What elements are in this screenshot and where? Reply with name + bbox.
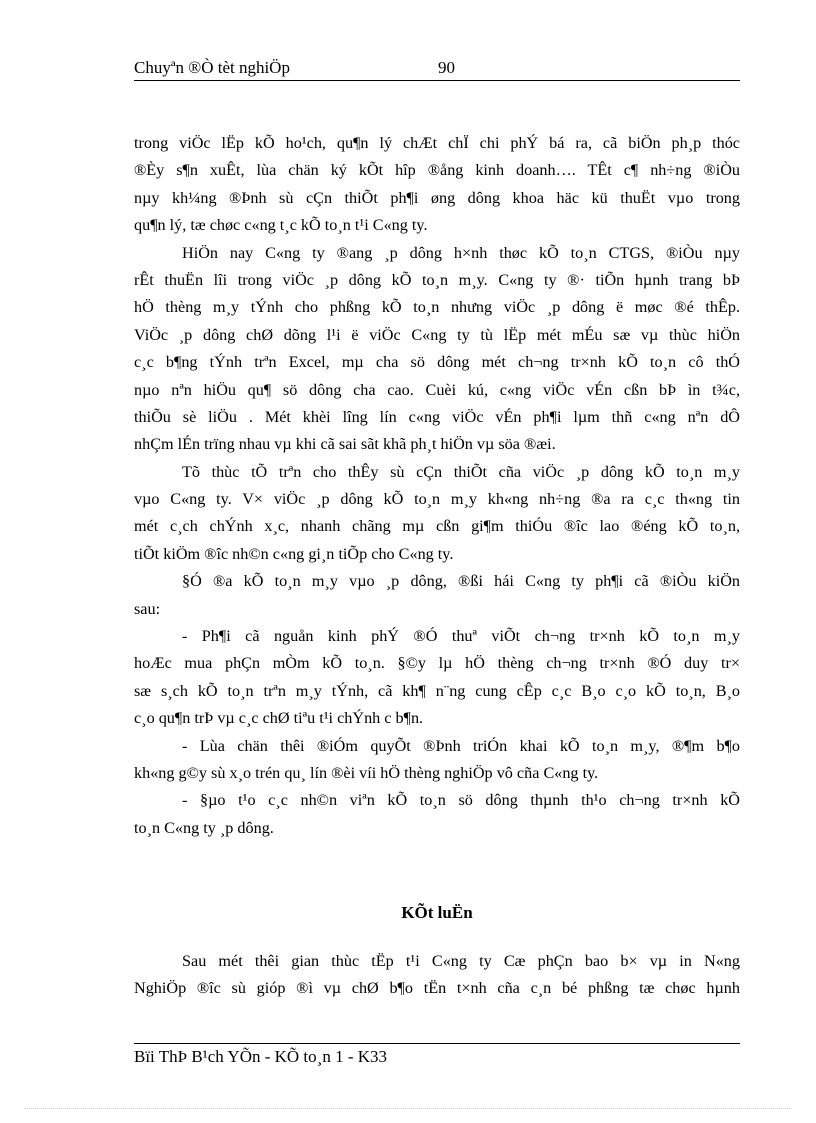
document-title: Chuyªn ®Ò tèt nghiÖp <box>134 58 290 77</box>
text-line: nµo nªn hiÖu qu¶ sö dông cha cao. Cuèi kú, c«ng viÖc vÉn cßn bÞ ìn t¾c, <box>134 380 740 399</box>
text-line: mét c¸ch chÝnh x¸c, nhanh chãng mµ cßn gi¶m thiÓu ®îc lao ®éng kÕ to¸n, <box>134 517 740 536</box>
text-line: kh«ng g©y sù x¸o trén qu¸ lín ®èi víi hÖ thèng nghiÖp vô cña C«ng ty. <box>134 763 599 782</box>
paragraph-start-line: §Ó ®a kÕ to¸n m¸y vµo ¸p dông, ®ßi hái C«ng ty ph¶i cã ®iÒu kiÖn <box>182 572 740 591</box>
text-line: thiÕu sè liÖu . Mét khèi lîng lín c«ng viÖc vÉn ph¶i lµm thñ c«ng nªn dÔ <box>134 407 740 426</box>
page-header <box>134 58 740 80</box>
text-line: c¸c b¶ng tÝnh trªn Excel, mµ cha sö dông mét ch¬ng tr×nh kÕ to¸n cô thÓ <box>134 353 740 372</box>
list-item-line: - Lùa chän thêi ®iÓm quyÕt ®Þnh triÓn khai kÕ to¸n m¸y, ®¶m b¶o <box>182 736 740 755</box>
text-line: nhÇm lÉn trïng nhau vµ khi cã sai sãt khã ph¸t hiÖn vµ söa ®æi. <box>134 435 556 454</box>
text-line: sau: <box>134 599 161 618</box>
header-divider <box>134 80 740 81</box>
conclusion-text <box>134 948 740 1003</box>
list-item-line: - Ph¶i cã nguån kinh phÝ ®Ó thuª viÕt ch¬ng tr×nh kÕ to¸n m¸y <box>182 627 740 646</box>
text-line: ViÖc ¸p dông chØ dõng l¹i ë viÖc C«ng ty tù lËp mét mÉu sæ vµ thùc hiÖn <box>134 325 740 344</box>
text-line: hÖ thèng m¸y tÝnh cho phßng kÕ to¸n nhưng viÖc ¸p dông ë møc ®é thÊp. <box>134 298 740 317</box>
text-line: rÊt thuËn lîi trong viÖc ¸p dông kÕ to¸n m¸y. C«ng ty ®· tiÕn hµnh trang bÞ <box>134 270 740 289</box>
text-line: c¸o qu¶n trÞ vµ c¸c chØ tiªu t¹i chÝnh c b¶n. <box>134 709 424 728</box>
text-line: tiÕt kiÖm ®îc nh©n c«ng gi¸n tiÕp cho C«ng ty. <box>134 544 454 563</box>
text-line: qu¶n lý, tæ chøc c«ng t¸c kÕ to¸n t¹i C«ng ty. <box>134 216 428 235</box>
list-item-line: - §µo t¹o c¸c nh©n viªn kÕ to¸n sö dông thµnh th¹o ch¬ng tr×nh kÕ <box>182 791 740 810</box>
paragraph-start-line: Sau mét thêi gian thùc tËp t¹i C«ng ty Cæ phÇn bao b× vµ in N«ng <box>182 952 740 970</box>
footer-divider <box>134 1043 740 1044</box>
body-text <box>134 130 740 842</box>
text-line: hoÆc mua phÇn mÒm kÕ to¸n. §©y lµ hÖ thèng ch¬ng tr×nh ®Ó duy tr× <box>134 654 740 673</box>
text-line: vµo C«ng ty. V× viÖc ¸p dông kÕ to¸n m¸y kh«ng nh÷ng ®a ra c¸c th«ng tin <box>134 490 740 509</box>
section-heading: KÕt luËn <box>401 903 473 922</box>
text-line: to¸n C«ng ty ¸p dông. <box>134 818 274 837</box>
text-line: trong viÖc lËp kÕ ho¹ch, qu¶n lý chÆt chÏ chi phÝ bá ra, cã biÖn ph¸p thóc <box>134 134 740 152</box>
text-line: NghiÖp ®îc sù gióp ®ì vµ chØ b¶o tËn t×nh cña c¸n bé phßng tæ chøc hµnh <box>134 979 740 998</box>
page-number: 90 <box>438 58 455 77</box>
text-line: sæ s¸ch kÕ to¸n trªn m¸y tÝnh, cã kh¶ n¨ng cung cÊp c¸c B¸o c¸o kÕ to¸n, B¸o <box>134 681 740 700</box>
paragraph-start-line: HiÖn nay C«ng ty ®ang ¸p dông h×nh thøc kÕ to¸n CTGS, ®iÒu nµy <box>182 243 740 262</box>
page-edge-divider <box>24 1108 792 1109</box>
paragraph-start-line: Tõ thùc tÕ trªn cho thÊy sù cÇn thiÕt cña viÖc ¸p dông kÕ to¸n m¸y <box>182 462 740 481</box>
text-line: ®Èy s¶n xuÊt, lùa chän ký kÕt hîp ®ång kinh doanh…. TÊt c¶ nh÷ng ®iÒu <box>134 161 740 180</box>
page-footer: Bïi ThÞ B¹ch YÕn - KÕ to¸n 1 - K33 <box>134 1047 388 1066</box>
text-line: nµy kh¼ng ®Þnh sù cÇn thiÕt ph¶i øng dông khoa häc kü thuËt vµo trong <box>134 188 740 207</box>
